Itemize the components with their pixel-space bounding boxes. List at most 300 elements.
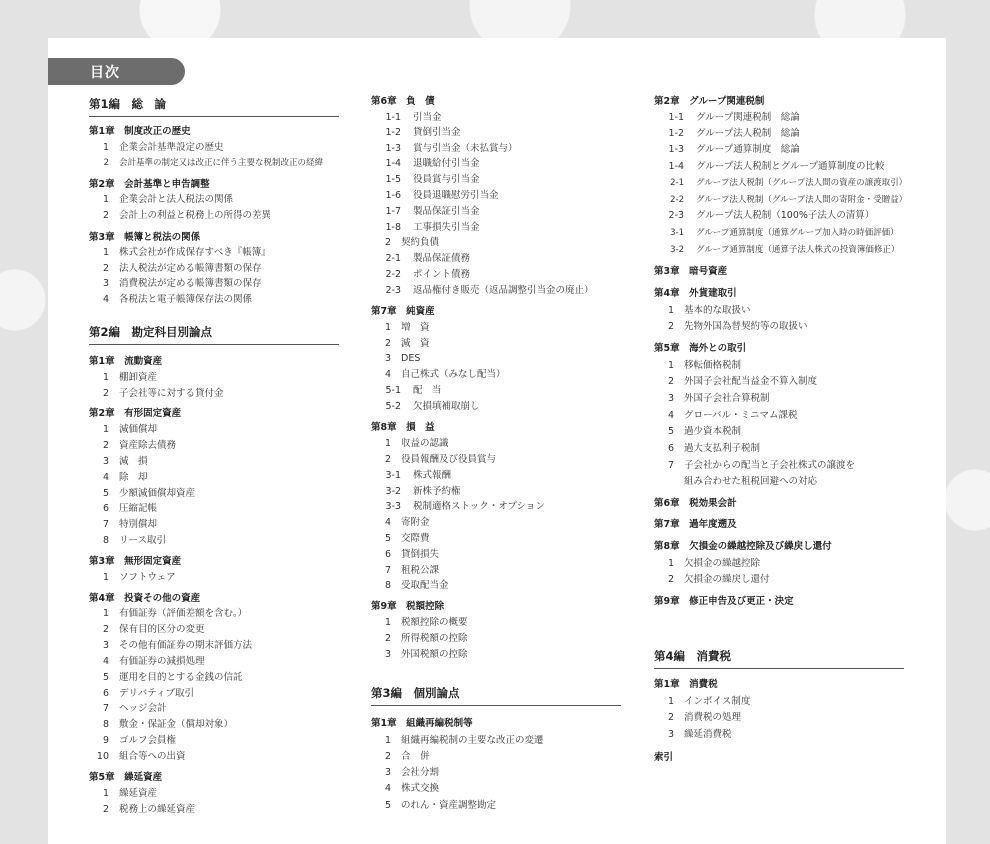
chapter-heading: 第1章 組織再編税制等 [371, 718, 473, 729]
entry-title: 圧縮記帳 [119, 503, 158, 514]
entry-number: 5 [384, 800, 391, 811]
toc-title: 目次 [90, 65, 120, 81]
toc-entry [371, 565, 439, 577]
entry-title: グループ通算制度（通算子法人株式の投資簿価修正） [696, 245, 900, 255]
entry-number: 3-2 [670, 245, 684, 255]
entry-number: 1-4 [668, 161, 684, 172]
toc-entry [371, 269, 470, 281]
entry-title: 減 損 [119, 456, 148, 467]
entry-number: 6 [102, 503, 109, 514]
entry-title: 税額控除の概要 [401, 617, 468, 628]
toc-entry [371, 633, 468, 645]
chapter-heading: 第8章 欠損金の繰越控除及び繰戻し還付 [654, 541, 832, 552]
entry-number: 10 [96, 751, 109, 762]
entry-number: 2 [384, 751, 391, 762]
toc-entry [654, 227, 899, 239]
toc-entry [89, 624, 205, 636]
entry-title: 契約負債 [401, 237, 440, 248]
toc-entry [89, 194, 233, 206]
entry-title: グループ法人税制（100%子法人の清算） [696, 210, 875, 221]
part-divider [654, 668, 904, 669]
chapter-heading: 第9章 税額控除 [371, 601, 445, 612]
toc-entry [89, 572, 176, 584]
toc-entry [371, 112, 442, 124]
toc-entry [654, 410, 798, 422]
entry-number: 2 [102, 624, 109, 635]
entry-title: 各税法と電子帳簿保存法の関係 [119, 294, 253, 305]
entry-number: 1 [102, 372, 109, 383]
entry-number: 5 [102, 672, 109, 683]
entry-number: 1-2 [385, 127, 401, 138]
toc-entry [371, 549, 439, 561]
entry-number: 2-1 [385, 253, 401, 264]
entry-title: 返品権付き販売（返品調整引当金の廃止） [413, 285, 594, 296]
entry-title: 製品保証引当金 [413, 206, 480, 217]
entry-number: 3-2 [385, 486, 401, 497]
entry-number: 8 [384, 580, 391, 591]
entry-number: 1 [384, 617, 391, 628]
entry-title: 交際費 [401, 533, 430, 544]
entry-number: 1-7 [385, 206, 401, 217]
toc-entry [371, 385, 442, 397]
toc-entry [371, 190, 499, 202]
toc-entry [654, 177, 907, 189]
entry-title: 減 資 [401, 338, 430, 349]
entry-number: 4 [667, 410, 674, 421]
entry-title: 外国子会社配当益金不算入制度 [684, 376, 818, 387]
entry-number: 2 [102, 440, 109, 451]
chapter-heading: 第3章 暗号資産 [654, 266, 728, 277]
entry-number: 3 [384, 649, 391, 660]
entry-number: 2 [667, 574, 674, 585]
entry-number: 9 [102, 735, 109, 746]
chapter-heading: 第4章 外貨建取引 [654, 288, 737, 299]
toc-entry [89, 735, 176, 747]
entry-number: 1 [102, 572, 109, 583]
entry-title: 株式報酬 [413, 470, 452, 481]
entry-number: 5-2 [385, 401, 401, 412]
entry-number: 5 [667, 426, 674, 437]
entry-title: 引当金 [413, 112, 442, 123]
entry-title: 移転価格税制 [684, 360, 742, 371]
chapter-heading: 第7章 純資産 [371, 306, 435, 317]
entry-title: その他有価証券の期末評価方法 [119, 640, 253, 651]
toc-entry [89, 535, 166, 547]
toc-entry [654, 194, 907, 206]
toc-entry [654, 729, 732, 741]
entry-title: 敷金・保証金（償却対象） [119, 719, 234, 730]
entry-title: 法人税法が定める帳簿書類の保存 [119, 263, 262, 274]
toc-entry [371, 580, 449, 592]
entry-number: 1 [667, 305, 674, 316]
chapter-heading: 第6章 税効果会計 [654, 498, 737, 509]
toc-entry [371, 143, 518, 155]
toc-entry [89, 388, 224, 400]
toc-entry [371, 253, 470, 265]
entry-number: 1 [384, 438, 391, 449]
entry-title: グループ法人税制とグループ通算制度の比較 [696, 161, 885, 172]
toc-entry [371, 158, 480, 170]
entry-number: 5-1 [385, 385, 401, 396]
entry-number: 2 [384, 454, 391, 465]
entry-number: 1 [384, 322, 391, 333]
entry-number: 6 [667, 443, 674, 454]
entry-title: 増 資 [401, 322, 430, 333]
entry-number: 1-4 [385, 158, 401, 169]
chapter-heading: 索引 [654, 752, 674, 763]
toc-entry [654, 144, 800, 156]
entry-title: 減価償却 [119, 424, 158, 435]
toc-entry [654, 574, 770, 586]
entry-title: 欠損填補取崩し [413, 401, 480, 412]
toc-entry [89, 703, 167, 715]
entry-title: 貸倒引当金 [413, 127, 461, 138]
toc-entry [89, 372, 157, 384]
entry-title: 株式会社が作成保存すべき『帳簿』 [119, 247, 271, 258]
entry-number: 1-8 [385, 222, 401, 233]
entry-number: 2 [384, 237, 391, 248]
entry-title: 繰延消費税 [684, 729, 732, 740]
entry-title: 役員賞与引当金 [413, 174, 480, 185]
toc-entry [654, 210, 874, 222]
toc-entry [371, 438, 449, 450]
toc-entry [654, 321, 808, 333]
toc-entry [371, 783, 439, 795]
toc-entry [371, 206, 480, 218]
part-divider [371, 705, 621, 706]
entry-title: 株式交換 [401, 783, 440, 794]
entry-number: 2-3 [385, 285, 401, 296]
entry-number: 4 [384, 369, 391, 380]
entry-title: 資産除去債務 [119, 440, 177, 451]
entry-title: 有価証券の減損処理 [119, 656, 205, 667]
entry-number: 1 [667, 558, 674, 569]
entry-title: 貸倒損失 [401, 549, 440, 560]
toc-entry [89, 519, 157, 531]
chapter-heading: 第4章 投資その他の資産 [89, 593, 201, 604]
part-heading: 第4編 消費税 [654, 649, 732, 663]
entry-number: 8 [102, 535, 109, 546]
toc-entry [654, 305, 751, 317]
toc-entry [89, 804, 195, 816]
toc-entry [371, 800, 496, 812]
entry-number: 2-2 [385, 269, 401, 280]
entry-number: 7 [384, 565, 391, 576]
entry-number: 7 [667, 460, 674, 471]
entry-title: 消費税法が定める帳簿書類の保存 [119, 278, 262, 289]
entry-title: 工事損失引当金 [413, 222, 480, 233]
toc-entry [89, 488, 195, 500]
toc-entry [654, 460, 855, 472]
entry-title: 子会社等に対する貸付金 [119, 388, 224, 399]
toc-entry [371, 401, 480, 413]
entry-title: グループ法人税制（グループ法人間の資産の譲渡取引） [696, 178, 908, 188]
toc-entry [371, 501, 545, 513]
chapter-heading: 第1章 流動資産 [89, 356, 163, 367]
entry-title: 組合等への出資 [119, 751, 186, 762]
entry-title: 外国税額の控除 [401, 649, 468, 660]
toc-entry [371, 237, 439, 249]
toc-entry [371, 322, 430, 334]
toc-entry [654, 443, 760, 455]
toc-entry [371, 454, 496, 466]
chapter-heading: 第1章 消費税 [654, 679, 718, 690]
toc-entry [654, 376, 817, 388]
chapter-heading: 第7章 過年度遡及 [654, 519, 737, 530]
entry-number: 1-3 [385, 143, 401, 154]
entry-title: 所得税額の控除 [401, 633, 468, 644]
entry-number: 1-6 [385, 190, 401, 201]
toc-entry [89, 656, 205, 668]
entry-number: 5 [102, 488, 109, 499]
toc-entry [371, 174, 480, 186]
chapter-heading: 第3章 帳簿と税法の関係 [89, 232, 201, 243]
entry-title: 会計上の利益と税務上の所得の差異 [119, 210, 272, 221]
toc-entry [371, 617, 468, 629]
entry-title: 有価証券（評価差額を含む。） [119, 608, 248, 619]
chapter-heading: 第2章 会計基準と申告調整 [89, 179, 210, 190]
entry-title: 運用を目的とする金銭の信託 [119, 672, 243, 683]
entry-number: 5 [384, 533, 391, 544]
entry-title: 除 却 [119, 472, 148, 483]
entry-number: 3 [102, 640, 109, 651]
toc-entry [654, 128, 800, 140]
toc-entry [654, 558, 760, 570]
toc-entry [89, 788, 157, 800]
entry-title: 少額減価償却資産 [119, 488, 196, 499]
part-heading: 第3編 個別論点 [371, 686, 460, 700]
entry-number: 8 [102, 719, 109, 730]
entry-title: 消費税の処理 [684, 712, 742, 723]
entry-number: 2-1 [670, 178, 684, 188]
chapter-heading: 第9章 修正申告及び更正・決定 [654, 596, 794, 607]
toc-entry [89, 440, 176, 452]
entry-number: 1 [102, 247, 109, 258]
entry-number: 2-2 [670, 195, 684, 205]
entry-title: リース取引 [119, 535, 167, 546]
entry-number: 7 [102, 703, 109, 714]
entry-number: 6 [384, 549, 391, 560]
entry-number: 1 [667, 360, 674, 371]
entry-title: 繰延資産 [119, 788, 158, 799]
entry-number: 1-2 [668, 128, 684, 139]
entry-title: 配 当 [413, 385, 442, 396]
entry-number: 1 [667, 696, 674, 707]
entry-title: グループ法人税制 総論 [696, 128, 800, 139]
chapter-heading: 第6章 負 債 [371, 96, 435, 107]
entry-title: 受取配当金 [401, 580, 449, 591]
entry-number: 2 [102, 804, 109, 815]
entry-title: 欠損金の繰戻し還付 [684, 574, 770, 585]
entry-number: 2 [102, 210, 109, 221]
entry-title: 役員報酬及び役員賞与 [401, 454, 497, 465]
entry-number: 1 [384, 735, 391, 746]
toc-entry [654, 393, 770, 405]
entry-number: 3-3 [385, 501, 401, 512]
entry-title: ゴルフ会員権 [119, 735, 177, 746]
entry-title: 寄附金 [401, 517, 430, 528]
entry-title: デリバティブ取引 [119, 688, 194, 699]
entry-title: 先物外国為替契約等の取扱い [684, 321, 808, 332]
entry-title: 自己株式（みなし配当） [401, 369, 506, 380]
toc-entry [371, 127, 461, 139]
toc-entry [89, 672, 243, 684]
entry-title: 外国子会社合算税制 [684, 393, 770, 404]
entry-number: 3 [102, 456, 109, 467]
entry-title: 税務上の繰延資産 [119, 804, 196, 815]
entry-title: 欠損金の繰越控除 [684, 558, 761, 569]
part-divider [89, 116, 339, 117]
entry-title: 企業会計と法人税法の関係 [119, 194, 234, 205]
toc-entry [654, 244, 899, 256]
toc-entry [89, 157, 323, 169]
chapter-heading: 第8章 損 益 [371, 422, 435, 433]
entry-number: 2 [102, 263, 109, 274]
chapter-heading: 第2章 グループ関連税制 [654, 96, 765, 107]
toc-entry [89, 263, 262, 275]
entry-number: 7 [102, 519, 109, 530]
toc-entry [371, 353, 420, 365]
toc-entry [654, 360, 741, 372]
entry-number: 2 [103, 158, 109, 168]
entry-number: 4 [102, 294, 109, 305]
entry-number: 4 [384, 783, 391, 794]
toc-entry [654, 112, 800, 124]
part-divider [89, 344, 339, 345]
entry-number: 3 [102, 278, 109, 289]
entry-number: 1 [102, 142, 109, 153]
toc-entry [371, 338, 430, 350]
entry-title: 子会社からの配当と子会社株式の譲渡を [684, 460, 856, 471]
toc-entry [654, 476, 817, 488]
toc-header-tab [48, 58, 185, 85]
part-heading: 第1編 総 論 [89, 97, 167, 111]
entry-number: 4 [102, 656, 109, 667]
entry-number: 3-1 [670, 228, 684, 238]
entry-number: 2-3 [668, 210, 684, 221]
entry-number: 1 [102, 608, 109, 619]
entry-title: グループ通算制度 総論 [696, 144, 800, 155]
toc-entry [371, 533, 430, 545]
entry-number: 1-3 [668, 144, 684, 155]
entry-title: 製品保証債務 [413, 253, 471, 264]
chapter-heading: 第5章 海外との取引 [654, 343, 747, 354]
toc-entry [89, 503, 157, 515]
toc-entry [371, 470, 451, 482]
toc-entry [654, 161, 884, 173]
entry-number: 1-1 [668, 112, 684, 123]
chapter-heading: 第5章 繰延資産 [89, 772, 163, 783]
entry-title: 過大支払利子税制 [684, 443, 761, 454]
entry-title: ポイント債務 [413, 269, 471, 280]
toc-entry [371, 751, 430, 763]
entry-number: 1-5 [385, 174, 401, 185]
entry-title: インボイス制度 [684, 696, 751, 707]
toc-entry [89, 688, 194, 700]
toc-entry [89, 424, 157, 436]
toc-entry [89, 472, 148, 484]
entry-title: 税制適格ストック・オプション [413, 501, 545, 512]
entry-number: 3-1 [385, 470, 401, 481]
entry-number: 1-1 [385, 112, 401, 123]
entry-number: 4 [384, 517, 391, 528]
toc-entry [89, 294, 252, 306]
entry-title: ソフトウェア [119, 572, 176, 583]
entry-title: 組織再編税制の主要な改正の変遷 [401, 735, 544, 746]
entry-title: 退職給付引当金 [413, 158, 480, 169]
entry-number: 1 [102, 788, 109, 799]
entry-number: 3 [667, 729, 674, 740]
entry-title: 新株予約権 [413, 486, 461, 497]
entry-title: 会社分割 [401, 767, 440, 778]
entry-number: 3 [384, 353, 391, 364]
toc-entry [89, 247, 271, 259]
entry-title: グループ通算制度（通算グループ加入時の時価評価） [696, 228, 899, 238]
entry-title: DES [401, 353, 421, 364]
toc-entry [371, 285, 594, 297]
toc-entry [89, 608, 247, 620]
entry-number: 2 [667, 376, 674, 387]
entry-number: 1 [102, 424, 109, 435]
toc-entry [371, 369, 506, 381]
toc-entry [654, 712, 741, 724]
entry-title: ヘッジ会計 [119, 703, 167, 714]
toc-entry [89, 751, 186, 763]
toc-entry [89, 640, 252, 652]
toc-entry [89, 142, 224, 154]
entry-title: 保有目的区分の変更 [119, 624, 205, 635]
chapter-heading: 第2章 有形固定資産 [89, 408, 182, 419]
toc-entry [371, 767, 439, 779]
toc-entry [371, 222, 480, 234]
entry-number: 2 [384, 633, 391, 644]
entry-title: 会計基準の制定又は改正に伴う主要な税制改正の経緯 [119, 158, 324, 168]
entry-title: 企業会計基準設定の歴史 [119, 142, 224, 153]
entry-title: 租税公課 [401, 565, 440, 576]
toc-entry [654, 426, 741, 438]
toc-entry [89, 210, 271, 222]
toc-entry [654, 696, 750, 708]
chapter-heading: 第3章 無形固定資産 [89, 556, 182, 567]
toc-entry [371, 517, 430, 529]
entry-title: 特別償却 [119, 519, 158, 530]
toc-entry [371, 649, 468, 661]
entry-title: 役員退職慰労引当金 [413, 190, 499, 201]
entry-number: 2 [667, 712, 674, 723]
entry-number: 1 [102, 194, 109, 205]
entry-title: グループ関連税制 総論 [696, 112, 800, 123]
entry-title: 合 併 [401, 751, 430, 762]
toc-entry [89, 719, 233, 731]
entry-title: グループ法人税制（グループ法人間の寄附金・受贈益） [696, 195, 908, 205]
toc-entry [371, 735, 544, 747]
entry-title: 収益の認識 [401, 438, 449, 449]
entry-number: 2 [667, 321, 674, 332]
toc-entry [371, 486, 461, 498]
entry-number: 6 [102, 688, 109, 699]
entry-number: 2 [102, 388, 109, 399]
entry-title: 過少資本税制 [684, 426, 742, 437]
part-heading: 第2編 勘定科目別論点 [89, 325, 213, 339]
toc-entry [89, 456, 148, 468]
entry-title: 棚卸資産 [119, 372, 158, 383]
entry-number: 2 [384, 338, 391, 349]
chapter-heading: 第1章 制度改正の歴史 [89, 126, 191, 137]
entry-title: 賞与引当金（未払賞与） [413, 143, 518, 154]
entry-number: 3 [384, 767, 391, 778]
entry-title: 組み合わせた租税回避への対応 [684, 476, 818, 487]
toc-entry [89, 278, 262, 290]
